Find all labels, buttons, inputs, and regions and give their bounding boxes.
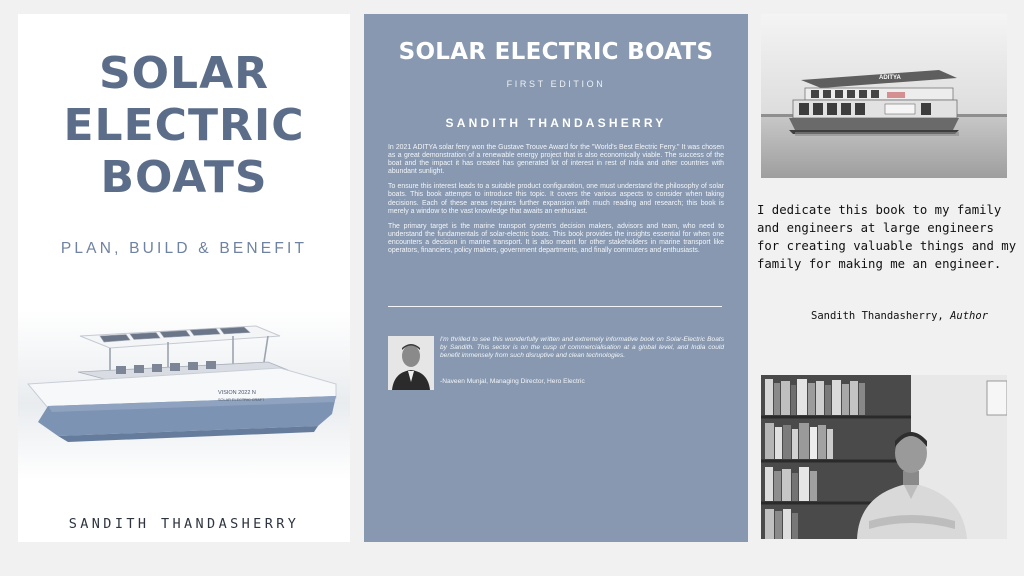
author-photo — [761, 375, 1007, 539]
dedication-signature — [811, 310, 988, 322]
back-cover-author: SANDITH THANDASHERRY — [445, 116, 667, 130]
blurb-paragraph: To ensure this interest leads to a suitable product configuration, one must understand the philosophy of solar boats. This book attempts to introduce this topic. It covers the various aspects to consider when taking decisions. Each of these areas requires further expansion with much reading and research; this book is merely a window to the vast knowledge that awaits an enthusiast. — [388, 183, 724, 215]
blurb-paragraph: In 2021 ADITYA solar ferry won the Gustave Trouve Award for the "World's Best Electric Ferry." It was chosen as a great demonstration of a renewable energy project that is also economically viable. The success of the boat and the impact it has created has generated lot of interest in rest of India and other countries with abundant sunlight. — [388, 144, 724, 176]
hull-logo-subtext: SOLAR ELECTRIC CRAFT — [218, 398, 265, 402]
signature-role: Author — [950, 310, 989, 322]
endorsement-attribution: -Naveen Munjal, Managing Director, Hero Electric — [440, 378, 585, 385]
front-cover-author: SANDITH THANDASHERRY — [68, 516, 300, 532]
back-cover — [364, 14, 748, 542]
front-cover-subtitle: PLAN, BUILD & BENEFIT — [60, 240, 308, 257]
front-title-line: SOLAR — [98, 48, 270, 99]
front-title-line: BOATS — [100, 152, 268, 203]
hull-logo-text: VISION 2022 N — [218, 390, 256, 396]
front-title-line: ELECTRIC — [63, 100, 305, 151]
signature-name: Sandith Thandasherry, — [811, 310, 944, 322]
back-cover-title: SOLAR ELECTRIC BOATS — [398, 39, 714, 65]
ferry-name-text: ADITYA — [879, 75, 901, 81]
solar-boat-render — [18, 314, 350, 464]
front-cover — [18, 14, 350, 542]
front-cover-title — [18, 48, 350, 204]
back-cover-blurb — [388, 144, 724, 262]
blurb-paragraph: The primary target is the marine transport system's decision makers, advisors and team, who need to understand the fundamentals of solar-electric boats. This book provides the insights essential for when one encounters a decision in marine transport. It is also meant for other stakeholders in marine transport like operators, financiers, policy makers, government departments, and finally commuters and enthusiasts. — [388, 222, 724, 255]
divider-rule — [388, 306, 722, 307]
aditya-ferry-photo — [761, 14, 1007, 178]
endorser-portrait — [388, 336, 434, 390]
back-cover-edition: FIRST EDITION — [506, 79, 606, 89]
dedication-text: I dedicate this book to my family and engineers at large engineers for creating valuable things and my family for making me an engineer. — [757, 203, 1017, 271]
endorsement-quote: I'm thrilled to see this wonderfully written and extremely informative book on Solar-Electric Boats by Sandith. This sector is on the cusp of commercialisation at a global level, and India could benefit immensely from such disruptive and clean technologies. — [440, 336, 724, 359]
